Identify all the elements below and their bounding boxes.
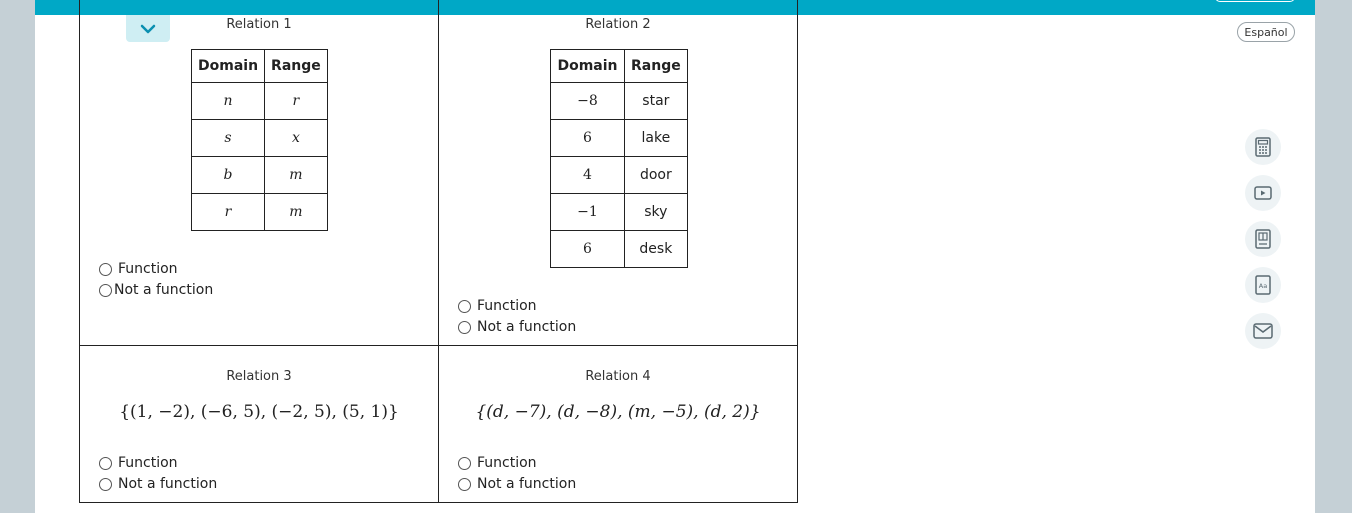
calculator-button[interactable] [1245, 129, 1281, 165]
relation-3-set: {(1, −2), (−6, 5), (−2, 5), (5, 1)} [119, 402, 399, 422]
table-row [551, 157, 688, 194]
topbar-button[interactable] [1215, 0, 1295, 2]
grid-divider-vertical [438, 0, 439, 502]
table-row [192, 157, 328, 194]
relation-4-function-option[interactable] [458, 455, 537, 471]
range-cell: r [265, 83, 328, 120]
table-row [551, 231, 688, 268]
range-cell: m [265, 194, 328, 231]
relation-4-title: Relation 4 [585, 369, 651, 384]
relation-2-table [550, 49, 688, 268]
calculator-icon [1254, 137, 1272, 157]
relation-3-function-option[interactable] [99, 455, 178, 471]
ebook-button[interactable] [1245, 221, 1281, 257]
domain-cell: −1 [551, 194, 625, 231]
option-label: Not a function [118, 476, 218, 492]
range-cell: desk [625, 231, 688, 268]
domain-cell: b [192, 157, 265, 194]
range-cell: m [265, 157, 328, 194]
range-cell: x [265, 120, 328, 157]
table-row [551, 194, 688, 231]
table-row [192, 194, 328, 231]
radio-button[interactable] [458, 321, 471, 334]
radio-button[interactable] [99, 478, 112, 491]
relation-2-title: Relation 2 [585, 17, 651, 32]
option-label: Not a function [114, 282, 214, 298]
relation-1-table [191, 49, 328, 231]
range-cell: lake [625, 120, 688, 157]
message-icon [1253, 323, 1273, 339]
relation-1-function-option[interactable] [99, 261, 178, 277]
radio-button[interactable] [99, 457, 112, 470]
option-label: Function [118, 455, 178, 471]
dictionary-icon [1254, 275, 1272, 295]
svg-text:Aa: Aa [1258, 282, 1268, 290]
domain-cell: n [192, 83, 265, 120]
table-row [551, 120, 688, 157]
radio-button[interactable] [458, 457, 471, 470]
domain-cell: 6 [551, 231, 625, 268]
range-cell: star [625, 83, 688, 120]
relation-4-set: {(d, −7), (d, −8), (m, −5), (d, 2)} [475, 402, 761, 422]
relation-3-not-function-option[interactable] [99, 476, 217, 492]
range-cell: door [625, 157, 688, 194]
range-header: Range [625, 50, 688, 83]
relation-2-not-function-option[interactable] [458, 319, 576, 335]
option-label: Not a function [477, 476, 577, 492]
domain-cell: 6 [551, 120, 625, 157]
option-label: Function [477, 298, 537, 314]
dictionary-button[interactable] [1245, 267, 1281, 303]
radio-button[interactable] [99, 284, 112, 297]
espanol-button[interactable]: Español [1237, 22, 1295, 42]
relation-2-function-option[interactable] [458, 298, 537, 314]
domain-cell: s [192, 120, 265, 157]
ebook-icon [1254, 229, 1272, 249]
option-label: Function [477, 455, 537, 471]
domain-header: Domain [551, 50, 625, 83]
video-button[interactable] [1245, 175, 1281, 211]
message-button[interactable] [1245, 313, 1281, 349]
option-label: Not a function [477, 319, 577, 335]
radio-button[interactable] [458, 300, 471, 313]
domain-header: Domain [192, 50, 265, 83]
radio-button[interactable] [458, 478, 471, 491]
relation-3-title: Relation 3 [226, 369, 292, 384]
domain-cell: r [192, 194, 265, 231]
domain-cell: −8 [551, 83, 625, 120]
relation-1-not-function-option[interactable] [99, 282, 213, 298]
table-row [192, 83, 328, 120]
radio-button[interactable] [99, 263, 112, 276]
domain-cell: 4 [551, 157, 625, 194]
relation-4-not-function-option[interactable] [458, 476, 576, 492]
table-row [192, 120, 328, 157]
range-header: Range [265, 50, 328, 83]
grid-divider-horizontal [79, 345, 798, 346]
video-icon [1254, 186, 1272, 200]
range-cell: sky [625, 194, 688, 231]
table-row [551, 83, 688, 120]
relation-1-title: Relation 1 [226, 17, 292, 32]
option-label: Function [118, 261, 178, 277]
